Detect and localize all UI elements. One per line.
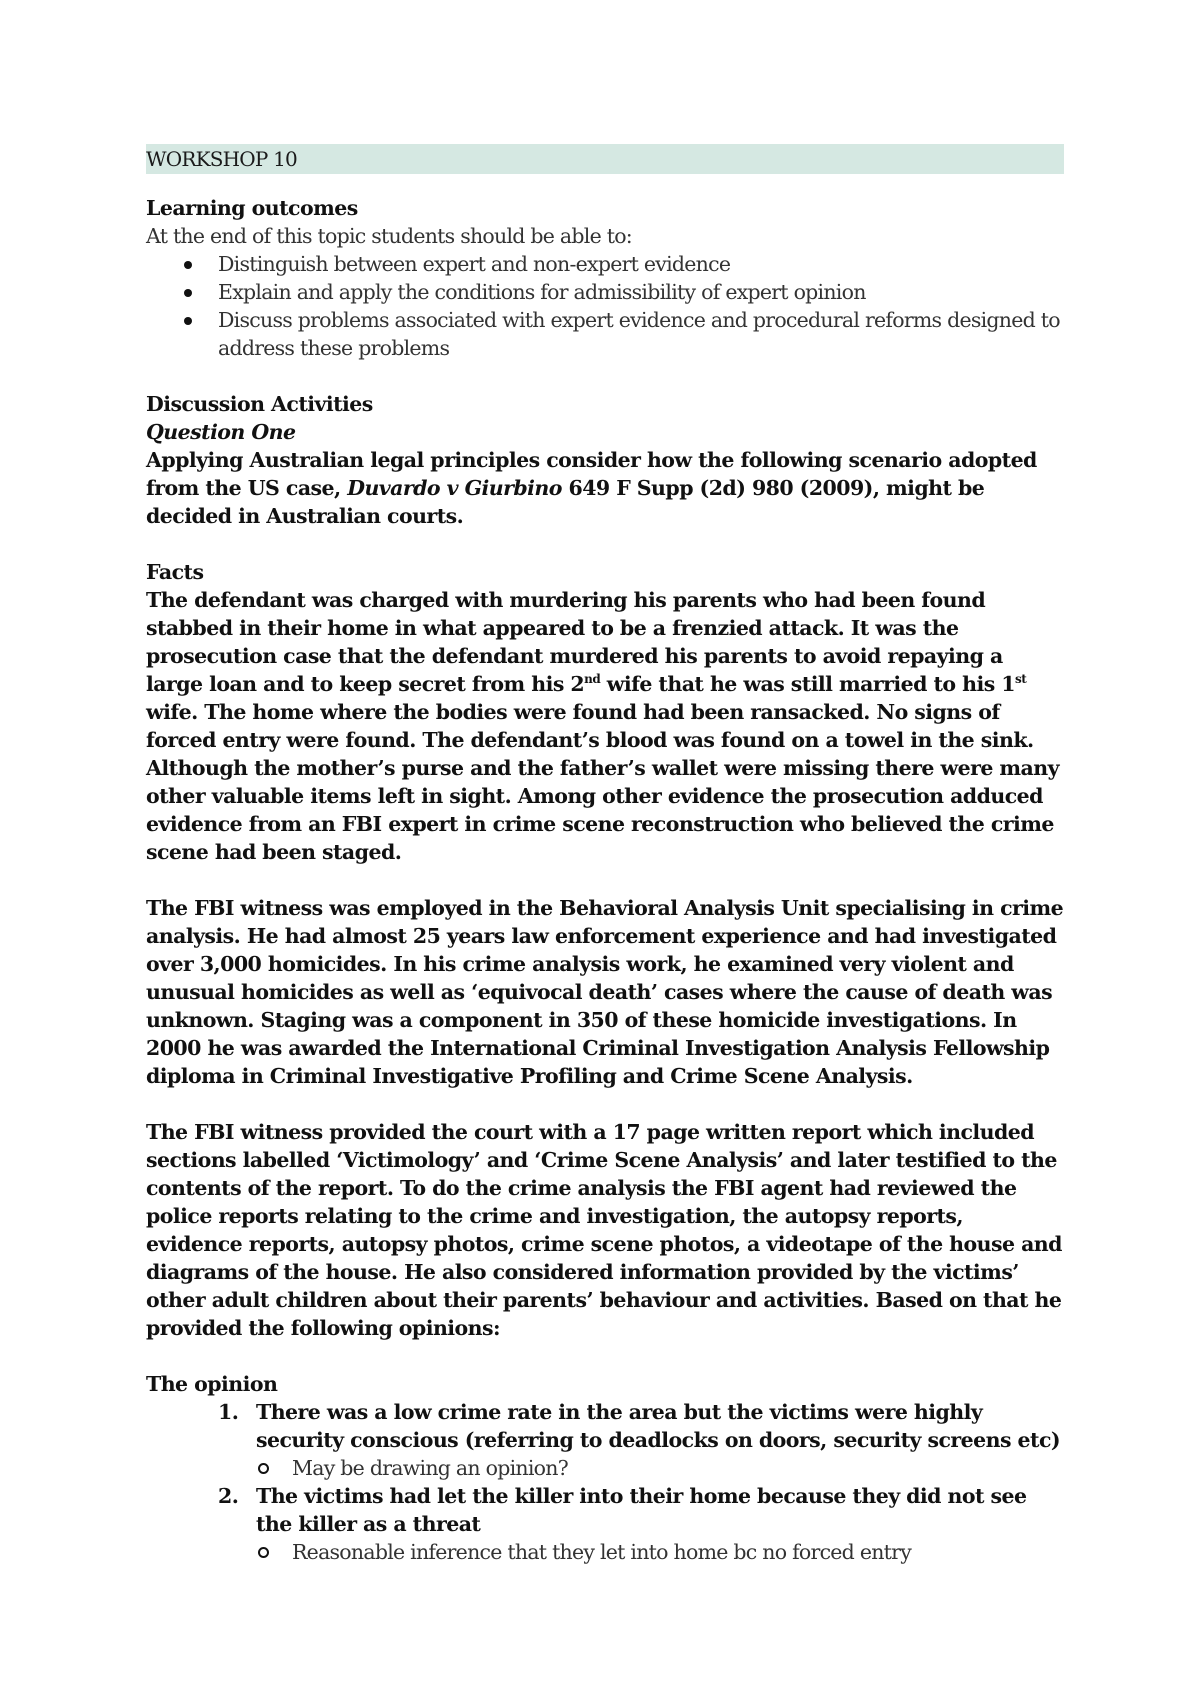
note-text: May be drawing an opinion? <box>292 1456 568 1480</box>
superscript: st <box>1014 672 1027 686</box>
item-number: 2. <box>218 1484 239 1508</box>
superscript: nd <box>584 672 601 686</box>
bullet-icon <box>184 317 192 325</box>
learning-outcomes-list <box>146 250 1064 362</box>
facts-paragraph-1 <box>146 586 1064 866</box>
circle-bullet-icon <box>258 1463 269 1474</box>
note-text: Reasonable inference that they let into home bc no forced entry <box>292 1540 912 1564</box>
opinion-note <box>146 1454 1064 1482</box>
list-item-text: Explain and apply the conditions for admissibility of expert opinion <box>218 280 866 304</box>
document-page <box>146 144 1064 1566</box>
opinion-heading: The opinion <box>146 1372 278 1396</box>
bullet-icon <box>184 289 192 297</box>
bullet-icon <box>184 261 192 269</box>
circle-bullet-icon <box>258 1547 269 1558</box>
question-prompt <box>146 446 1064 530</box>
case-name: Duvardo v Giurbino <box>347 476 562 500</box>
list-item <box>146 278 1064 306</box>
prompt-text: Applying Australian legal principles consider how the following scenario adopted from the US case, <box>146 448 1037 500</box>
facts-text: wife that he was still married to his 1 <box>600 672 1015 696</box>
list-item <box>146 1398 1064 1454</box>
opinion-text: The victims had let the killer into their home because they did not see the killer as a threat <box>256 1484 1027 1536</box>
facts-text: The defendant was charged with murdering his parents who had been found stabbed in their home in what appeared to be a frenzied attack. It was the prosecution case that the defendant murdered his parents to avoid repaying a large loan and to keep secret from his 2 <box>146 588 1003 696</box>
learning-outcomes-heading: Learning outcomes <box>146 196 358 220</box>
facts-text: wife. The home where the bodies were found had been ransacked. No signs of forced entry were found. The defendant’s blood was found on a towel in the sink. Although the mother’s purse and the father’s wallet were missing there were many other valuable items left in sight. Among other evidence the prosecution adduced evidence from an FBI expert in crime scene reconstruction who believed the crime scene had been staged. <box>146 700 1059 864</box>
opinion-note <box>146 1538 1064 1566</box>
learning-outcomes-intro: At the end of this topic students should be able to: <box>146 224 632 248</box>
question-heading: Question One <box>146 420 296 444</box>
item-number: 1. <box>218 1400 239 1424</box>
list-item-text: Discuss problems associated with expert evidence and procedural reforms designed to address these problems <box>218 308 1060 360</box>
workshop-title-banner <box>146 144 1064 174</box>
opinion-text: There was a low crime rate in the area but the victims were highly security conscious (referring to deadlocks on doors, security screens etc) <box>256 1400 1061 1452</box>
list-item <box>146 250 1064 278</box>
prompt-text-cont: 649 F Supp (2d) 980 (2009), might be decided in Australian courts. <box>146 476 985 528</box>
discussion-heading: Discussion Activities <box>146 392 373 416</box>
list-item <box>146 1482 1064 1538</box>
opinion-list <box>146 1482 1064 1538</box>
facts-heading: Facts <box>146 560 204 584</box>
opinion-list <box>146 1398 1064 1454</box>
list-item-text: Distinguish between expert and non-expert evidence <box>218 252 731 276</box>
facts-paragraph-3: The FBI witness provided the court with a 17 page written report which included sections labelled ‘Victimology’ and ‘Crime Scene Analysis’ and later testified to the contents of the report. To do the crime analysis the FBI agent had reviewed the police reports relating to the crime and investigation, the autopsy reports, evidence reports, autopsy photos, crime scene photos, a videotape of the house and diagrams of the house. He also considered information provided by the victims’ other adult children about their parents’ behaviour and activities. Based on that he provided the following opinions: <box>146 1120 1062 1340</box>
workshop-title: WORKSHOP 10 <box>146 147 297 171</box>
list-item <box>146 306 1064 362</box>
facts-paragraph-2: The FBI witness was employed in the Behavioral Analysis Unit specialising in crime analysis. He had almost 25 years law enforcement experience and had investigated over 3,000 homicides. In his crime analysis work, he examined very violent and unusual homicides as well as ‘equivocal death’ cases where the cause of death was unknown. Staging was a component in 350 of these homicide investigations. In 2000 he was awarded the International Criminal Investigation Analysis Fellowship diploma in Criminal Investigative Profiling and Crime Scene Analysis. <box>146 896 1064 1088</box>
